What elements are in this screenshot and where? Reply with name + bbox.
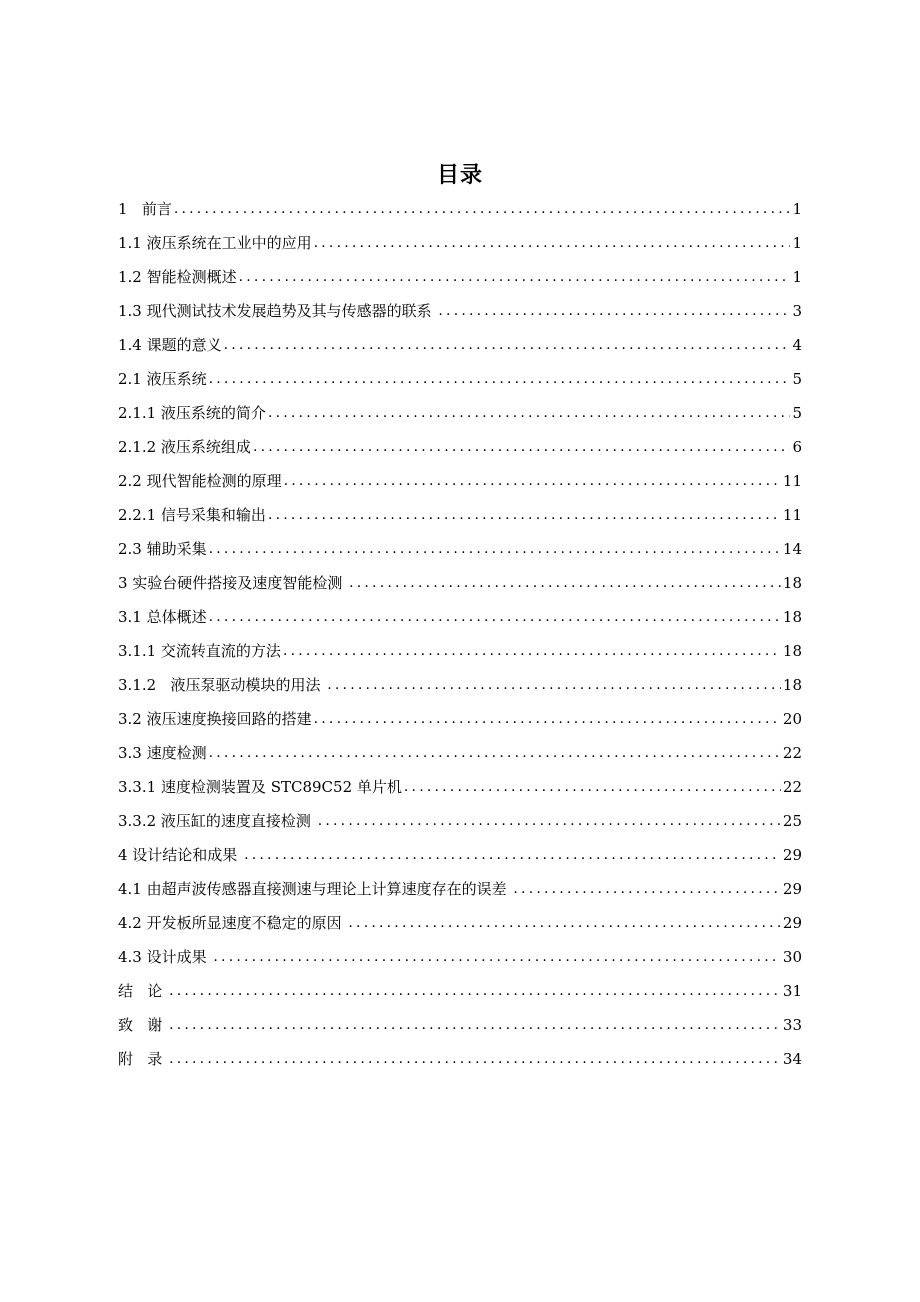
toc-dot-leader (513, 872, 781, 906)
toc-entry[interactable] (118, 702, 802, 736)
toc-entry-title: 4 设计结论和成果 (118, 846, 243, 864)
toc-page-number: 18 (782, 574, 802, 592)
toc-entry-title: 3.3.1 速度检测装置及 STC89C52 单片机 (118, 778, 402, 796)
toc-page-number: 4 (792, 336, 802, 354)
toc-dot-leader (318, 804, 781, 838)
toc-page-number: 22 (782, 778, 802, 796)
toc-dot-leader (169, 1042, 781, 1076)
toc-entry[interactable] (118, 430, 802, 464)
toc-entry[interactable] (118, 872, 802, 906)
toc-entry[interactable] (118, 294, 802, 328)
toc-entry-title: 4.3 设计成果 (118, 948, 212, 966)
toc-entry[interactable] (118, 600, 802, 634)
toc-dot-leader (283, 634, 781, 668)
toc-entry-title: 3.1.1 交流转直流的方法 (118, 642, 281, 660)
toc-dot-leader (209, 600, 781, 634)
toc-dot-leader (268, 396, 791, 430)
toc-page-number: 5 (792, 404, 802, 422)
toc-dot-leader (209, 736, 781, 770)
toc-entry-title: 结 论 (118, 982, 168, 1000)
toc-entry-title: 2.3 辅助采集 (118, 540, 207, 558)
toc-entry[interactable] (118, 396, 802, 430)
toc-entry[interactable] (118, 260, 802, 294)
toc-page-number: 6 (792, 438, 802, 456)
toc-page-number: 30 (782, 948, 802, 966)
toc-entry[interactable] (118, 328, 802, 362)
toc-entry[interactable] (118, 668, 802, 702)
toc-page-number: 18 (782, 642, 802, 660)
toc-page-number: 29 (782, 846, 802, 864)
toc-page-number: 5 (792, 370, 802, 388)
toc-entry[interactable] (118, 906, 802, 940)
toc-page-number: 33 (782, 1016, 802, 1034)
toc-page-number: 11 (782, 506, 802, 524)
toc-entry[interactable] (118, 192, 802, 226)
toc-entry-title: 3.1.2 液压泵驱动模块的用法 (118, 676, 326, 694)
toc-list (118, 192, 802, 1076)
toc-dot-leader (438, 294, 790, 328)
toc-dot-leader (314, 702, 781, 736)
toc-entry[interactable] (118, 634, 802, 668)
toc-entry-title: 1.3 现代测试技术发展趋势及其与传感器的联系 (118, 302, 437, 320)
toc-entry[interactable] (118, 226, 802, 260)
toc-entry[interactable] (118, 498, 802, 532)
toc-entry-title: 2.2 现代智能检测的原理 (118, 472, 282, 490)
toc-entry-title: 3.3 速度检测 (118, 744, 207, 762)
toc-entry-title: 1 前言 (118, 200, 172, 218)
toc-page-number: 1 (792, 200, 802, 218)
toc-entry[interactable] (118, 362, 802, 396)
toc-entry-title: 3.1 总体概述 (118, 608, 207, 626)
toc-dot-leader (284, 464, 781, 498)
toc-dot-leader (239, 260, 791, 294)
toc-page-number: 14 (782, 540, 802, 558)
toc-entry-title: 1.2 智能检测概述 (118, 268, 237, 286)
toc-entry-title: 1.1 液压系统在工业中的应用 (118, 234, 312, 252)
toc-entry-title: 3.2 液压速度换接回路的搭建 (118, 710, 312, 728)
toc-entry-title: 1.4 课题的意义 (118, 336, 222, 354)
toc-page-number: 34 (782, 1050, 802, 1068)
toc-page-number: 1 (792, 268, 802, 286)
toc-dot-leader (209, 532, 781, 566)
toc-entry-title: 3.3.2 液压缸的速度直接检测 (118, 812, 316, 830)
toc-dot-leader (268, 498, 781, 532)
toc-dot-leader (244, 838, 781, 872)
toc-entry-title: 致 谢 (118, 1016, 168, 1034)
toc-page-number: 31 (782, 982, 802, 1000)
toc-dot-leader (314, 226, 791, 260)
toc-entry[interactable] (118, 566, 802, 600)
toc-entry[interactable] (118, 532, 802, 566)
toc-dot-leader (348, 906, 781, 940)
toc-entry-title: 2.1.2 液压系统组成 (118, 438, 251, 456)
toc-entry-title: 附 录 (118, 1050, 168, 1068)
toc-page-number: 18 (782, 676, 802, 694)
toc-dot-leader (174, 192, 791, 226)
toc-entry-title: 2.1.1 液压系统的简介 (118, 404, 266, 422)
toc-page-number: 20 (782, 710, 802, 728)
toc-dot-leader (253, 430, 791, 464)
toc-entry[interactable] (118, 770, 802, 804)
toc-entry-title: 2.1 液压系统 (118, 370, 207, 388)
toc-entry-title: 3 实验台硬件搭接及速度智能检测 (118, 574, 348, 592)
toc-page-number: 25 (782, 812, 802, 830)
toc-dot-leader (169, 974, 781, 1008)
toc-page-number: 29 (782, 880, 802, 898)
toc-title: 目录 (436, 163, 483, 188)
toc-page-number: 22 (782, 744, 802, 762)
toc-entry[interactable] (118, 736, 802, 770)
toc-entry-title: 4.1 由超声波传感器直接测速与理论上计算速度存在的误差 (118, 880, 512, 898)
toc-entry[interactable] (118, 804, 802, 838)
toc-entry-title: 4.2 开发板所显速度不稳定的原因 (118, 914, 347, 932)
toc-entry[interactable] (118, 940, 802, 974)
toc-entry[interactable] (118, 464, 802, 498)
toc-page-number: 1 (792, 234, 802, 252)
toc-dot-leader (213, 940, 781, 974)
toc-entry[interactable] (118, 1042, 802, 1076)
toc-dot-leader (169, 1008, 781, 1042)
toc-entry-title: 2.2.1 信号采集和输出 (118, 506, 266, 524)
toc-page-number: 3 (792, 302, 802, 320)
toc-entry[interactable] (118, 974, 802, 1008)
toc-dot-leader (404, 770, 781, 804)
toc-dot-leader (224, 328, 791, 362)
toc-page-number: 29 (782, 914, 802, 932)
toc-dot-leader (209, 362, 791, 396)
toc-entry[interactable] (118, 1008, 802, 1042)
toc-page-number: 11 (782, 472, 802, 490)
toc-page-number: 18 (782, 608, 802, 626)
toc-entry[interactable] (118, 838, 802, 872)
toc-dot-leader (327, 668, 781, 702)
toc-dot-leader (349, 566, 781, 600)
